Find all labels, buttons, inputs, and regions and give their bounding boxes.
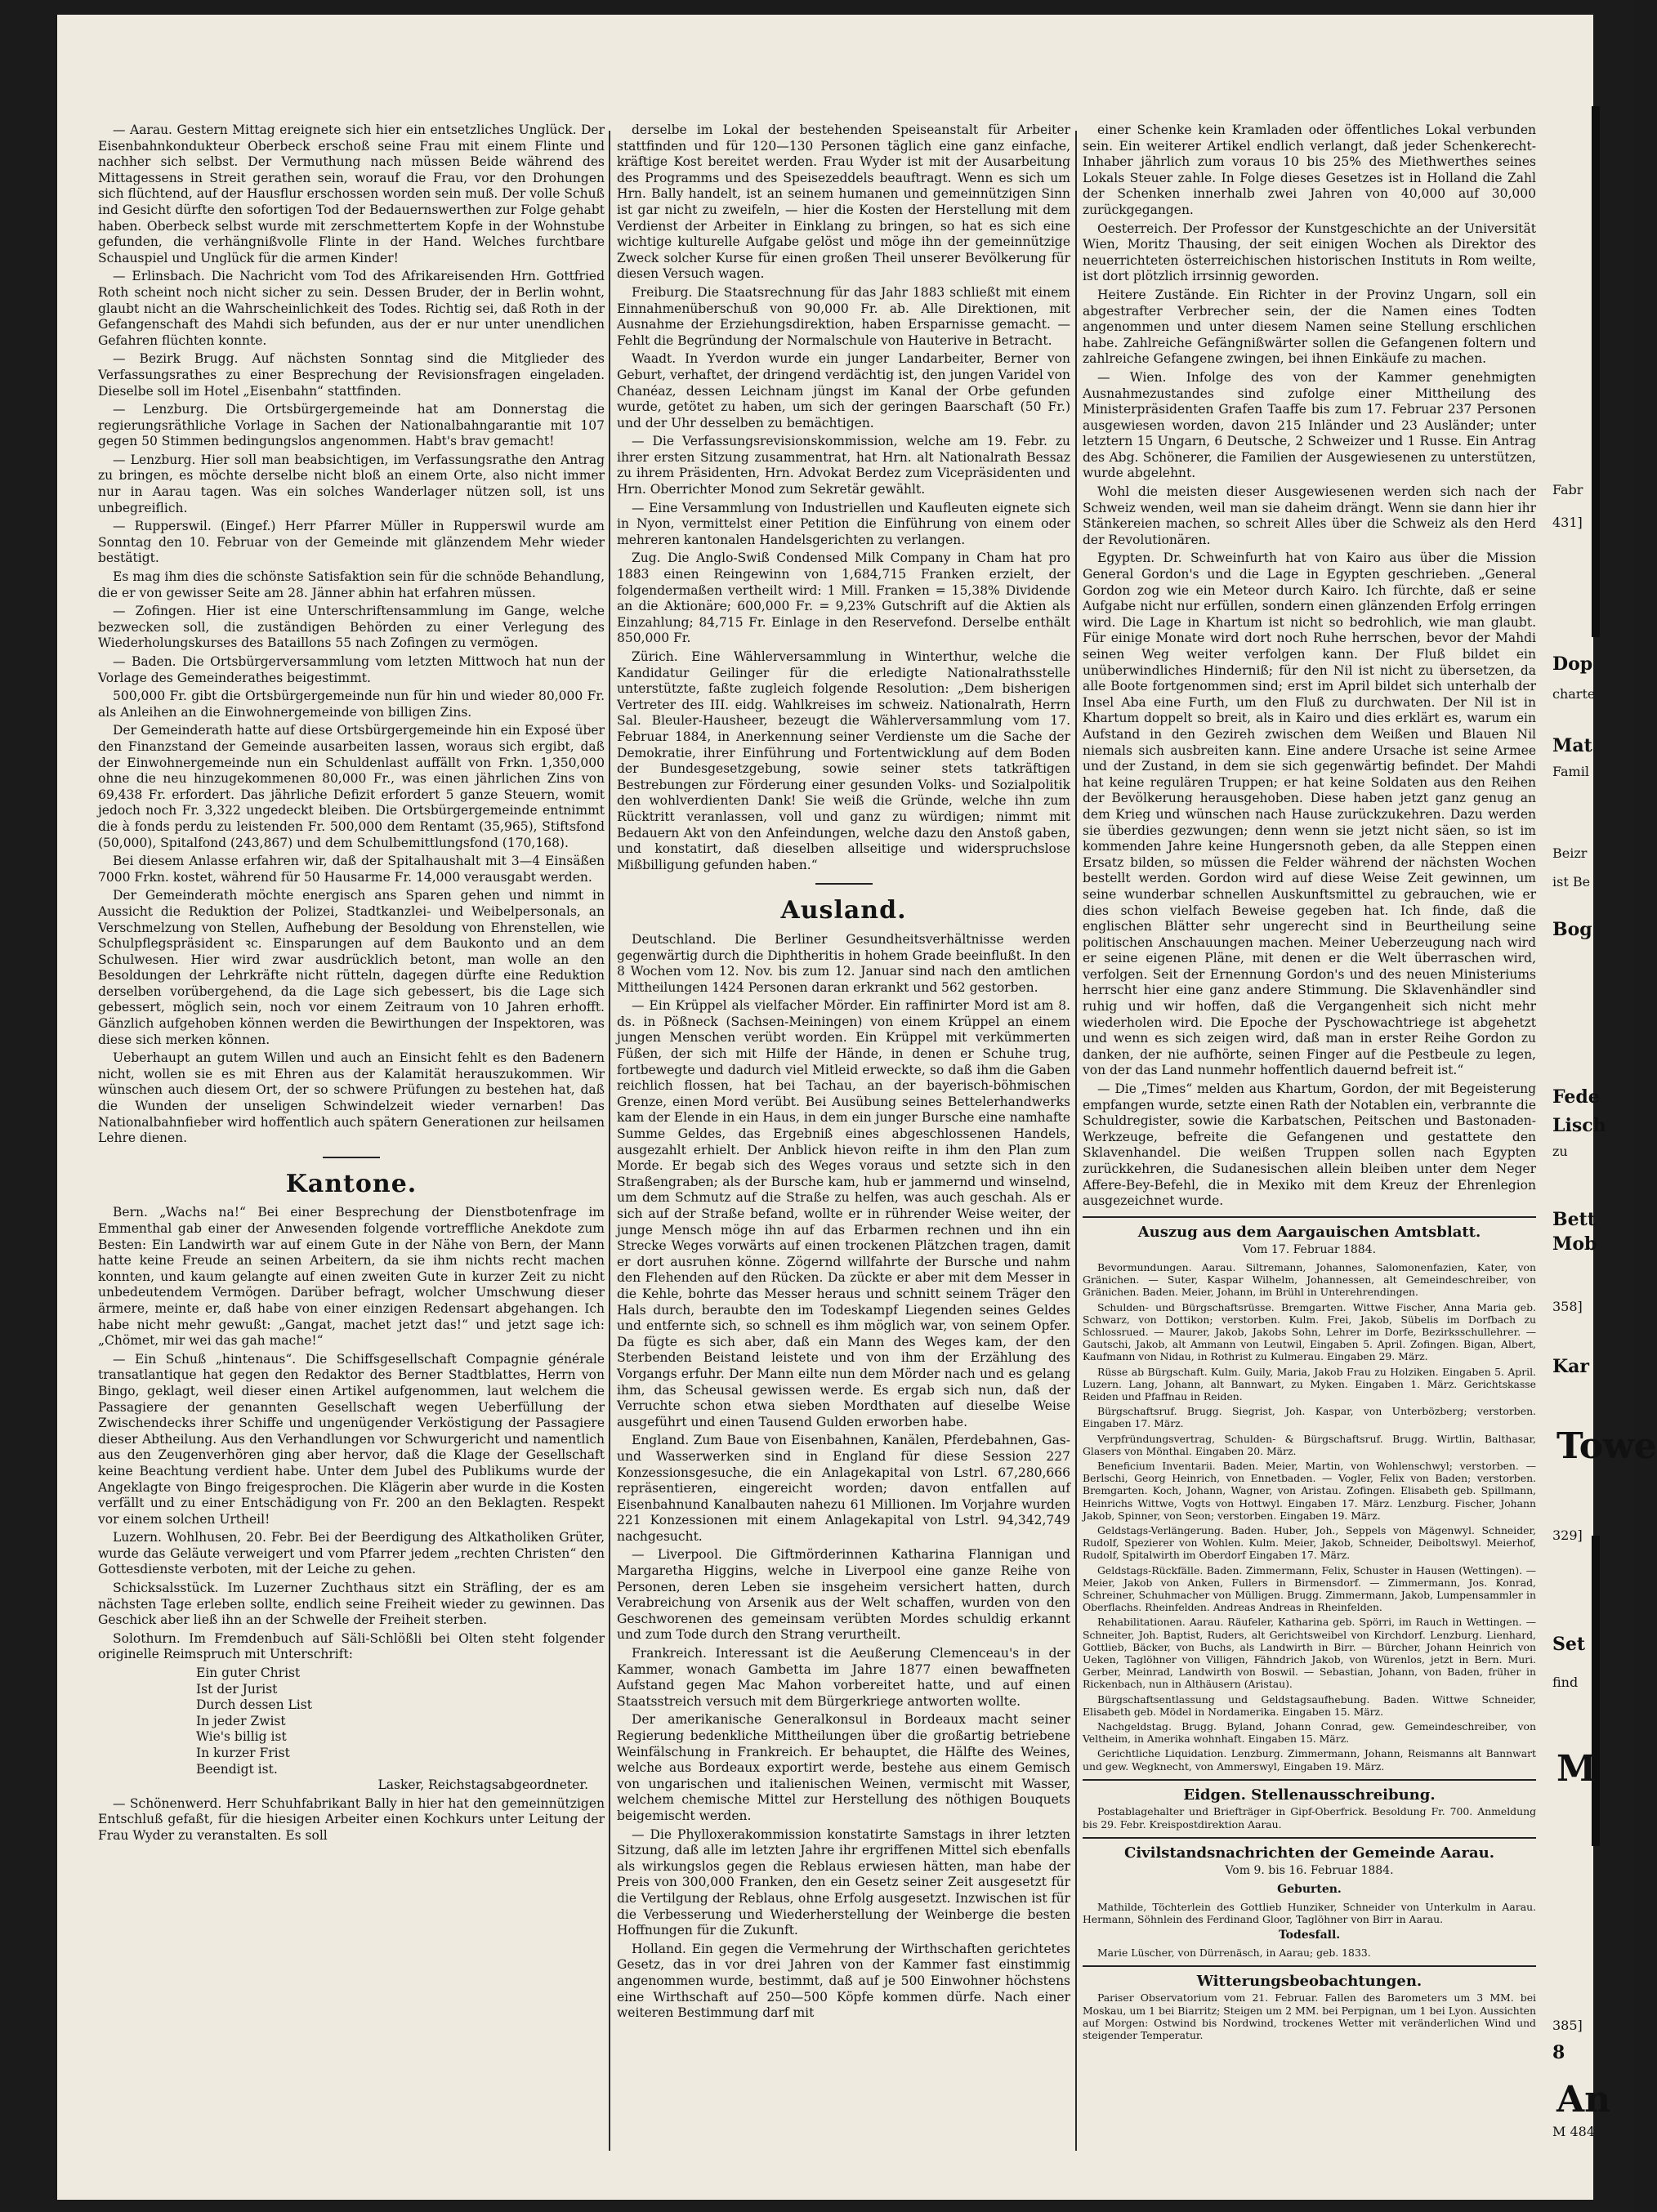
- article-paragraph: Rüsse ab Bürgschaft. Kulm. Guily, Maria, Jakob Frau zu Holziken. Eingaben 5. April. Luzern. Lang, Johann, alt Bannwart, zu Myken. Eingaben 1. März. Gerichtskasse Reiden und Pfaffnau in Reiden.: [1083, 1365, 1536, 1403]
- article-paragraph: Nachgeldstag. Brugg. Byland, Johann Conrad, gew. Gemeindeschreiber, von Veltheim, in Amerika wohnhaft. Eingaben 15. März.: [1083, 1720, 1536, 1746]
- article-paragraph: — Rupperswil. (Eingef.) Herr Pfarrer Müller in Rupperswil wurde am Sonntag den 10. Februar von der Gemeinde mit glänzendem Mehr wieder bestätigt.: [98, 519, 605, 566]
- article-paragraph: Freiburg. Die Staatsrechnung für das Jahr 1883 schließt mit einem Einnahmenüberschuß von 90,000 Fr. ab. Alle Direktionen, mit Ausnahme der Erziehungsdirektion, haben Ersparnisse gemacht. — Fehlt die Begründung der Normalschule von Hauterive in Betracht.: [617, 284, 1070, 348]
- edge-fragment: Set: [1552, 1634, 1586, 1655]
- amtsblatt-entries: [1083, 1261, 1536, 1773]
- article-paragraph: Zürich. Eine Wählerversammlung in Winterthur, welche die Kandidatur Geilinger für die erledigte Nationalrathsstelle unterstützte, faßte zugleich folgende Resolution: „Dem bisherigen Vertreter des III. eidg. Wahlkreises im schweiz. Nationalrath, Herrn Sal. Bleuler-Hausheer, bezeugt die Wählerversammlung vom 17. Februar 1884, in Anerkennung seiner Verdienste um die Sache der Demokratie, ihrer Einführung und Fortentwicklung auf dem Boden der Bundesgesetzgebung, sowie seiner stets tatkräftigen Bestrebungen zur Förderung einer gesunden Volks- und Sozialpolitik den wohlverdienten Dank! Sie weiß die Gründe, welche ihn zum Rücktritt veranlassen, voll und ganz zu würdigen; nimmt mit Bedauern Akt von den Anfeindungen, welche dazu den Anstoß gaben, und konstatirt, daß dieselben allseitige und widerspruchslose Mißbilligung gefunden haben.“: [617, 649, 1070, 872]
- article-paragraph: — Ein Krüppel als vielfacher Mörder. Ein raffinirter Mord ist am 8. ds. in Pößneck (Sachsen-Meiningen) von einem Krüppel an einem jungen Menschen verübt worden. Ein Krüppel mit verkümmerten Füßen, der sich mit Hilfe der Hände, in denen er Schuhe trug, fortbewegte und dadurch viel Mitleid erweckte, so daß ihm die Gaben reichlich flossen, hat bei Tachau, an der bayerisch-böhmischen Grenze, einen Mord verübt. Bei Ausübung seines Bettelerhandwerks kam der Elende in ein Haus, in dem ein junger Bursche eine namhafte Summe Geldes, das Ergebniß eines abgeschlossenen Handels, ausgezahlt erhielt. Der Anblick hievon reifte in ihm den Plan zum Morde. Er begab sich des Weges voraus und setzte sich in den Straßengraben; als der Bursche kam, hub er jammernd und winselnd, um dem Schmutz auf die Straße zu helfen, was auch geschah. Als er sich auf der Straße befand, wollte er in rührender Weise weiter, der junge Mensch möge ihn auf das Erbarmen rechnen und ihn ein Strecke Weges vorwärts auf einen trockenen Plätzchen tragen, damit er dort ausruhen könne. Zögernd willfahrte der Bursche und nahm den Flehenden auf den Rücken. Da zückte er aber mit dem Messer in die Kehle, bohrte das Messer heraus und schnitt seinem Träger den Hals durch, beraubte den im Todeskampf Liegenden seines Geldes und entfernte sich, so schnell es ihm möglich war, von seinem Opfer. Da fügte es sich aber, daß ein Mann des Weges kam, der den Sterbenden Beistand leistete und von ihm der Erzählung des Vorgangs erfuhr. Der Mann eilte nun dem Mörder nach und es gelang ihm, das Scheusal gewissen werde. Es ergab sich nun, daß der Verruchte schon etwa sieben Mordthaten auf dieselbe Weise ausgeführt und einen Tausend Gulden erworben habe.: [617, 998, 1070, 1429]
- article-paragraph: Schulden- und Bürgschaftsrüsse. Bremgarten. Wittwe Fischer, Anna Maria geb. Schwarz, von Dottikon; verstorben. Kulm. Frei, Jakob, Sübelis im Dorfbach zu Schlossrued. — Maurer, Jakob, Jakobs Sohn, Lehrer im Dorfe, Bezirksschullehrer. — Gautschi, Jakob, alt Ammann von Leutwil, Eingaben 5. April. Zofingen. Bigan, Albert, Kaufmann von Nidau, in Rothrist zu Kulmerau. Eingaben 29. März.: [1083, 1300, 1536, 1363]
- edge-fragment: Mat: [1552, 735, 1592, 756]
- edge-fragment: ist Be: [1552, 874, 1591, 890]
- local-news: [98, 123, 605, 1147]
- article-paragraph: In kurzer Frist: [196, 1746, 290, 1760]
- separator: [323, 1157, 380, 1158]
- witterung-text: Pariser Observatorium vom 21. Februar. Fallen des Barometers um 3 MM. bei Moskau, um 1 bei Biarritz; Steigen um 2 MM. bei Perpignan, um 1 bei Lyon. Aussichten auf Morgen: Ostwind bis Nordwind, trockenes Wetter mit veränderlichen Wind und steigender Temperatur.: [1083, 1991, 1536, 2042]
- article-paragraph: Bern. „Wachs na!“ Bei einer Besprechung der Dienstbotenfrage im Emmenthal gab einer der Anwesenden folgende vortreffliche Anekdote zum Besten: Ein Landwirth war auf einem Gute in der Nähe von Bern, der Mann hatte keine Freude an seinen Arbeitern, da sie ihm nichts recht machen konnten, und kaum gelangte auf einen zweiten Gute in kurzer Zeit zu nicht unbedeutendem Vermögen. Darüber befragt, wolcher Umschwung dieser ärmere, meinte er, daß habe von einer einzigen Redensart abgehangen. Ich habe nicht mehr gewußt: „Gangat, machet jetzt das!“ und jetzt sage ich: „Chömet, mir wei das gah mache!“: [98, 1205, 605, 1349]
- article-paragraph: Bürgschaftsentlassung und Geldstagsaufhebung. Baden. Wittwe Schneider, Elisabeth geb. Mödel in Nordamerika. Eingaben 15. März.: [1083, 1692, 1536, 1718]
- article-paragraph: Ueberhaupt an gutem Willen und auch an Einsicht fehlt es den Badenern nicht, wollen sie es mit Ehren aus der Kalamität herauszukommen. Wir wünschen auch diesem Ort, der so schwere Prüfungen zu bestehen hat, daß die Wunden der unseligen Schwindelzeit wieder vernarben! Das Nationalbahnfieber wird hoffentlich auch spätern Generationen zur heilsamen Lehre dienen.: [98, 1050, 605, 1146]
- edge-fragment: Fabr: [1552, 482, 1583, 497]
- column-rule-1: [609, 131, 610, 2151]
- foreign-news-continued: [1083, 123, 1536, 1210]
- article-paragraph: einer Schenke kein Kramladen oder öffentliches Lokal verbunden sein. Ein weiterer Artikel endlich verlangt, daß jeder Schenkerecht-Inhaber jährlich zum voraus 10 bis 25% des Miethwerthes seines Lokals Steuer zahle. In Folge dieses Gesetzes ist in Holland die Zahl der Schenken innerhalb zwei Jahren von 40,000 auf 30,000 zurückgegangen.: [1083, 123, 1536, 217]
- section-title-ausland: Ausland.: [780, 896, 907, 925]
- edge-fragment: M 484: [1552, 2124, 1596, 2139]
- article-paragraph: — Eine Versammlung von Industriellen und Kaufleuten eignete sich in Nyon, vermittelst einer Petition die Einführung von einem oder mehreren kantonalen Handelsgerichten zu verlangen.: [617, 500, 1070, 547]
- edge-fragment: 329]: [1552, 1527, 1583, 1543]
- article-paragraph: Zug. Die Anglo-Swiß Condensed Milk Company in Cham hat pro 1883 einen Reingewinn von 1,684,715 Franken erzielt, der folgendermaßen vertheilt wird: 1 Mill. Franken = 15,38% Dividende an die Aktionäre; 600,000 Fr. = 9,23% Gutschrift auf die Aktien als Einzahlung; 84,715 Fr. Einlage in den Reservefond. Derselbe enthält 850,000 Fr.: [617, 551, 1070, 646]
- article-paragraph: — Liverpool. Die Giftmörderinnen Katharina Flannigan und Margaretha Higgins, welche in Liverpool eine ganze Reihe von Personen, deren Leben sie insgeheim versichert hatten, durch Verabreichung von Arsenik aus der Welt schaffen, wurden von den Geschworenen des gemeinsam verübten Mordes schuldig erkannt und zum Tode durch den Strang verurtheilt.: [617, 1547, 1070, 1643]
- article-paragraph: Beendigt ist.: [196, 1761, 278, 1777]
- article-paragraph: Bürgschaftsruf. Brugg. Siegrist, Joh. Kaspar, von Unterbözberg; verstorben. Eingaben 17. März.: [1083, 1405, 1536, 1430]
- edge-fragment: 8: [1552, 2042, 1565, 2063]
- article-paragraph: Heitere Zustände. Ein Richter in der Provinz Ungarn, soll ein abgestrafter Verbrecher sein, der die Namen eines Todten angenommen und unter diesem Namen seine Stellung erschlichen habe. Zahlreiche Gefängnißwärter sollen die Gefangenen foltern und zahlreiche Gefangene zwingen, bei ihnen Einkäufe zu machen.: [1083, 287, 1536, 367]
- article-paragraph: Der Gemeinderath möchte energisch ans Sparen gehen und nimmt in Aussicht die Reduktion der Polizei, Stadtkanzlei- und Weibelpersonals, an Verschmelzung von Stellen, Aufhebung der Besoldung von Ehrenstellen, wie Schulpflegspräsident ꝛc. Einsparungen auf dem Baukonto und an dem Schulwesen. Hier wird zwar ausdrücklich betont, man wolle an den Besoldungen der Lehrkräfte nicht rütteln, dagegen dürfte eine Reduktion derselben vorübergehend, da die Lage sich gebessert, bis die Lage sich gebessert, möglich sein, noch vor einem Zeitraum von 10 Jahren erhofft. Gänzlich aufgehoben können werden die Bewirthungen der Inspektoren, was diese sich merken können.: [98, 888, 605, 1047]
- foreign-news: [617, 932, 1070, 2022]
- edge-fragment: Kar: [1552, 1356, 1589, 1377]
- section-title-kantone: Kantone.: [285, 1169, 418, 1198]
- edge-fragment: 385]: [1552, 2018, 1583, 2033]
- article-paragraph: Verpfründungsvertrag, Schulden- & Bürgschaftsruf. Brugg. Wirtlin, Balthasar, Glasers von Mönthal. Eingaben 20. März.: [1083, 1432, 1536, 1457]
- article-paragraph: Solothurn. Im Fremdenbuch auf Säli-Schlößli bei Olten steht folgender originelle Reimspruch mit Unterschrift:: [98, 1630, 605, 1662]
- article-paragraph: Geldstags-Verlängerung. Baden. Huber, Joh., Seppels von Mägenwyl. Schneider, Rudolf, Spezierer von Wohlen. Kulm. Meier, Jakob, Schneider, Deiboltswyl. Meierhof, Rudolf, Spitalwirth im Oberdorf Eingaben 17. März.: [1083, 1524, 1536, 1562]
- article-paragraph: Frankreich. Interessant ist die Aeußerung Clemenceau's in der Kammer, wonach Gambetta im Jahre 1877 einen bewaffneten Aufstand gegen Mac Mahon vorbereitet hatte, und auf einen Staatsstreich versuch mit dem Bürgerkriege antworten wollte.: [617, 1646, 1070, 1709]
- column-middle: [617, 123, 1070, 2155]
- civil-title: Civilstandsnachrichten der Gemeinde Aarau.: [1124, 1844, 1494, 1862]
- article-paragraph: England. Zum Baue von Eisenbahnen, Kanälen, Pferdebahnen, Gas- und Wasserwerken sind in England für diese Session 227 Konzessionsgesuche, die ein Anlagekapital von Lstrl. 67,280,666 repräsentieren, eingereicht worden; davon entfallen auf Eisenbahnund Kanalbauten nahezu 61 Millionen. Im Vorjahre wurden 221 Konzessionen mit einem Anlagekapital von Lstrl. 94,342,749 nachgesucht.: [617, 1433, 1070, 1544]
- article-paragraph: Ist der Jurist: [196, 1681, 278, 1697]
- ad-border: [1592, 106, 1600, 637]
- column-right: [1083, 123, 1536, 2155]
- article-paragraph: — Wien. Infolge des von der Kammer genehmigten Ausnahmezustandes sind zufolge einer Mittheilung des Ministerpräsidenten Grafen Taaffe bis zum 17. Februar 237 Personen ausgewiesen worden, davon 215 Inländer und 23 Ausländer; unter letztern 15 Ungarn, 6 Deutsche, 2 Schweizer und 1 Russe. Ein Antrag des Abg. Schönerer, die Familien der Ausgewiesenen zu unterstützen, wurde abgelehnt.: [1083, 369, 1536, 481]
- article-paragraph: — Lenzburg. Die Ortsbürgergemeinde hat am Donnerstag die regierungsräthliche Vorlage in Sachen der Nationalbahngarantie mit 107 gegen 50 Stimmen bedingungslos angenommen. Habt's brav gemacht!: [98, 402, 605, 449]
- amtsblatt-title: Auszug aus dem Aargauischen Amtsblatt.: [1137, 1223, 1481, 1241]
- article-paragraph: Deutschland. Die Berliner Gesundheitsverhältnisse werden gegenwärtig durch die Diphtheritis in hohem Grade beeinflußt. In den 8 Wochen vom 12. Nov. bis zum 12. Januar sind nach den amtlichen Mittheilungen 1424 Personen daran erkrankt und 562 gestorben.: [617, 931, 1070, 995]
- article-paragraph: — Die „Times“ melden aus Khartum, Gordon, der mit Begeisterung empfangen wurde, setzte einen Rath der Notablen ein, verbrannte die Schuldregister, sowie die Karbatschen, Peitschen und Bastonaden-Werkzeuge, befreite die Gefangenen und gestattete den Sklavenhandel. Die weißen Truppen sollen nach Egypten zurückkehren, die Sudanesischen allein bleiben unter dem Neger Affere-Bey-Befehl, die in Mexiko mit dem Kreuz der Ehrenlegion ausgezeichnet wurde.: [1083, 1081, 1536, 1209]
- article-paragraph: Durch dessen List: [196, 1697, 312, 1713]
- article-paragraph: — Ein Schuß „hintenaus“. Die Schiffsgesellschaft Compagnie générale transatlantique hat gegen den Redaktor des Berner Stadtblattes, Herrn von Bingo, geklagt, weil dieser einen Artikel aufgenommen, laut welchem die Passagiere der genannten Gesellschaft wegen Ueberfüllung der Zwischendecks ihrer Schiffe und ungenügender Verköstigung der Passagiere dieser Abtheilung. Aus den Verhandlungen vor Schwurgericht und namentlich aus den Zeugenverhören ging aber hervor, daß die Klage der Gesellschaft keine Beachtung verdient habe. Unter dem Jubel des Publikums wurde der Angeklagte von Bingo freigesprochen. Die Klägerin aber wurde in die Kosten verfällt und zu einer Entschädigung von Fr. 200 an den Beklagten. Respekt vor einem solchen Urtheil!: [98, 1351, 605, 1527]
- article-paragraph: Ein guter Christ: [196, 1666, 301, 1681]
- separator: [815, 883, 873, 885]
- column-rule-2: [1075, 131, 1077, 2151]
- todesfall-title: Todesfall.: [1278, 1929, 1341, 1942]
- article-paragraph: Geldstags-Rückfälle. Baden. Zimmermann, Felix, Schuster in Hausen (Wettingen). — Meier, Jakob von Anken, Fullers in Birmensdorf. — Zimmermann, Jos. Konrad, Schreiner, Schuhmacher von Mülligen. Brugg. Zimmermann, Jakob, Lumpensammler in Oberflachs. Rheinfelden. Andreas Andreas in Rheinfelden.: [1083, 1563, 1536, 1614]
- kantone-news: [98, 1205, 605, 1663]
- geburten-title: Geburten.: [1277, 1883, 1342, 1897]
- swiss-news: [617, 123, 1070, 873]
- edge-fragment: 431]: [1552, 515, 1583, 530]
- article-paragraph: derselbe im Lokal der bestehenden Speiseanstalt für Arbeiter stattfinden und für 120—130 Personen täglich eine ganz einfache, kräftige Kost bereitet werden. Frau Wyder ist mit der Ausarbeitung des Programms und des Speisezeddels beauftragt. Wenn es sich um Hrn. Bally handelt, ist an seinem humanen und gemeinnützigen Sinn ist gar nicht zu zweifeln, — hier die Kosten der Herstellung mit dem Verdienst der Arbeiter in Einklang zu bringen, so hat es sich eine wichtige kulturelle Aufgabe gelöst und möge ihn der gemeinnützige Zweck solcher Kurse für einen großen Theil unserer Bevölkerung für diesen Versuch wagen.: [617, 123, 1070, 282]
- article-paragraph: Der amerikanische Generalkonsul in Bordeaux macht seiner Regierung bedenkliche Mittheilungen über die großartig betriebene Weinfälschung in Frankreich. Er behauptet, die Hälfte des Weines, welche aus Bordeaux exportirt werde, bestehe aus einem Gemisch von ungarischen und italienischen Weinen, vermischt mit Wasser, welchem chemische Mittel zur Herstellung des nöthigen Bouquets beigemischt werden.: [617, 1712, 1070, 1823]
- article-paragraph: In jeder Zwist: [196, 1713, 286, 1728]
- article-paragraph: Waadt. In Yverdon wurde ein junger Landarbeiter, Berner von Geburt, verhaftet, der dringend verdächtig ist, den jungen Varidel von Chanéaz, dessen Leichnam jüngst im Kanal der Orbe gefunden wurde, getötet zu haben, um sich der geringen Baarschaft (50 Fr.) und der Uhr desselben zu bemächtigen.: [617, 351, 1070, 430]
- article-paragraph: Gerichtliche Liquidation. Lenzburg. Zimmermann, Johann, Reismanns alt Bannwart und gew. Wegknecht, von Ammerswyl, Eingaben 19. März.: [1083, 1747, 1536, 1773]
- article-paragraph: — Erlinsbach. Die Nachricht vom Tod des Afrikareisenden Hrn. Gottfried Roth scheint noch nicht sicher zu sein. Dessen Bruder, der in Berlin wohnt, glaubt nicht an die Wahrscheinlichkeit des Todes. Richtig sei, daß Roth in der Gefangenschaft des Mahdi sich befunden, aus der er nur unter unendlichen Gefahren flüchten konnte.: [98, 269, 605, 348]
- separator: [1083, 1965, 1536, 1967]
- article-paragraph: Luzern. Wohlhusen, 20. Febr. Bei der Beerdigung des Altkatholiken Grüter, wurde das Geläute verweigert und vom Pfarrer jedem „rechten Christen“ den Gottesdienste verboten, mit der Leiche zu gehen.: [98, 1530, 605, 1577]
- stellen-text: Postablagehalter und Briefträger in Gipf-Oberfrick. Besoldung Fr. 700. Anmeldung bis 29. Febr. Kreispostdirektion Aarau.: [1083, 1805, 1536, 1831]
- article-paragraph: Schicksalsstück. Im Luzerner Zuchthaus sitzt ein Sträfling, der es am nächsten Tage erleben sollte, endlich seine Freiheit wieder zu gewinnen. Das Geschick aber ließ ihn an der Schwelle der Freiheit sterben.: [98, 1581, 605, 1628]
- separator: [1083, 1779, 1536, 1781]
- edge-fragment: Lisch: [1552, 1115, 1606, 1136]
- article-paragraph: — Die Verfassungsrevisionskommission, welche am 19. Febr. zu ihrer ersten Sitzung zusammentrat, hat Hrn. alt Nationalrath Bessaz zu ihrem Präsidenten, Hrn. Advokat Berdez zum Vicepräsidenten und Hrn. Oberrichter Monod zum Sekretär gewählt.: [617, 434, 1070, 497]
- witterung-title: Witterungsbeobachtungen.: [1196, 1972, 1423, 1990]
- article-paragraph: Wohl die meisten dieser Ausgewiesenen werden sich nach der Schweiz wenden, weil man sie daheim drängt. Wenn sie dann hier ihr Stänkereien machen, so schreit Alles über die Schweiz als den Herd der Revolutionären.: [1083, 484, 1536, 547]
- edge-fragment: charte: [1552, 686, 1596, 702]
- article-paragraph: Rehabilitationen. Aarau. Räufeler, Katharina geb. Spörri, im Rauch in Wettingen. — Schneiter, Joh. Baptist, Ruders, alt Gerichtsweibel von Kirchdorf. Lenzburg. Lienhard, Gottlieb, Bäcker, von Buchs, als Landwirth in Birr. — Bürcher, Johann Heinrich von Ueken, Taglöhner von Villigen, Fähndrich Jakob, von Würenlos, jetzt in Bern. Muri. Gerber, Meinrad, Landwirth von Boswil. — Sebastian, Johann, von Baden, früher in Rickenbach, nun in Althäusern (Aristau).: [1083, 1616, 1536, 1691]
- article-paragraph: — Bezirk Brugg. Auf nächsten Sonntag sind die Mitglieder des Verfassungsrathes zu einer Besprechung der Revisionsfragen eingeladen. Dieselbe soll im Hotel „Eisenbahn“ stattfinden.: [98, 351, 605, 399]
- edge-fragment: M: [1557, 1748, 1597, 1790]
- geburten-text: Mathilde, Töchterlein des Gottlieb Hunziker, Schneider von Unterkulm in Aarau. Hermann, Söhnlein des Ferdinand Gloor, Taglöhner von Birr in Aarau.: [1083, 1900, 1536, 1925]
- edge-fragment: Dop: [1552, 653, 1593, 675]
- article-paragraph: Bevormundungen. Aarau. Siltremann, Johannes, Salomonenfazien, Kater, von Gränichen. — Suter, Kaspar Wilhelm, Johannessen, alt Gemeindeschreiber, von Gränichen. Baden. Meier, Johann, im Brühl in Unterehrendingen.: [1083, 1260, 1536, 1299]
- edge-fragment: Mob: [1552, 1233, 1597, 1255]
- edge-fragment: Famil: [1552, 764, 1589, 779]
- article-paragraph: — Zofingen. Hier ist eine Unterschriftensammlung im Gange, welche bezwecken soll, die zuständigen Behörden zu einer Verlegung des Wiederholungskurses des Bataillons 55 nach Zofingen zu vermögen.: [98, 604, 605, 651]
- edge-fragment: Bog: [1552, 919, 1592, 940]
- edge-fragment: An: [1557, 2079, 1611, 2121]
- article-paragraph: Holland. Ein gegen die Vermehrung der Wirthschaften gerichtetes Gesetz, das in vor drei Jahren von der Kammer fast einstimmig angenommen wurde, bestimmt, daß auf je 500 Einwohner höchstens eine Wirthschaft auf 250—500 Köpfe kommen dürfe. Nach einer weiteren Bestimmung darf mit: [617, 1941, 1070, 2021]
- edge-fragment: find: [1552, 1675, 1579, 1690]
- article-paragraph: — Lenzburg. Hier soll man beabsichtigen, im Verfassungsrathe den Antrag zu bringen, es möchte derselbe nicht bloß an einem Orte, also nicht immer nur in Aarau tagen. Was ein solches Wanderlager nützen soll, ist uns unbegreiflich.: [98, 452, 605, 515]
- article-paragraph: Bei diesem Anlasse erfahren wir, daß der Spitalhaushalt mit 3—4 Einsäßen 7000 Frkn. kostet, während für 50 Hausarme Fr. 14,000 verausgabt werden.: [98, 854, 605, 885]
- edge-fragment: zu: [1552, 1144, 1568, 1159]
- article-paragraph: — Schönenwerd. Herr Schuhfabrikant Bally in hier hat den gemeinnützigen Entschluß gefaßt, für die hiesigen Arbeiter einen Kochkurs unter Leitung der Frau Wyder zu veranstalten. Es soll: [98, 1795, 605, 1843]
- article-paragraph: — Aarau. Gestern Mittag ereignete sich hier ein entsetzliches Unglück. Der Eisenbahnkondukteur Oberbeck erschoß seine Frau mit einem Flinte und nachher sich selbst. Der Vermuthung nach müssen Beide während des Mittagessens in Streit gerathen sein, worauf die Frau, vor den Drohungen sich flüchtend, auf der Hausflur erschossen worden sein muß. Der volle Schuß ind Gesicht dürfte den sofortigen Tod der Bedauernswerthen zur Folge gehabt haben. Oberbeck selbst wurde mit zerschmettertem Kopfe in der Wohnstube gefunden, die verhängnißvolle Flinte in der Hand. Welches furchtbare Schauspiel und Unglück für die armen Kinder!: [98, 123, 605, 265]
- amtsblatt-date: Vom 17. Februar 1884.: [1242, 1243, 1377, 1257]
- column-left: [98, 123, 605, 2155]
- edge-fragment: Fede: [1552, 1086, 1600, 1108]
- article-paragraph: Beneficium Inventarii. Baden. Meier, Martin, von Wohlenschwyl; verstorben. — Berlschi, Georg Heinrich, von Ennetbaden. — Vogler, Felix von Baden; verstorben. Bremgarten. Koch, Johann, Wagner, von Aristau. Zofingen. Elisabeth geb. Spillmann, Heinrichs Wittwe, Vogts von Hottwyl. Eingaben 17. März. Lenzburg. Fischer, Johann Jakob, Spinner, von Seon; verstorben. Eingaben 19. März.: [1083, 1460, 1536, 1522]
- stellen-title: Eidgen. Stellenausschreibung.: [1183, 1786, 1436, 1804]
- civil-date: Vom 9. bis 16. Februar 1884.: [1225, 1864, 1394, 1878]
- separator: [1083, 1216, 1536, 1218]
- article-paragraph: Wie's billig ist: [196, 1729, 287, 1745]
- poem: [98, 1666, 605, 1777]
- edge-fragment: 358]: [1552, 1299, 1583, 1314]
- ad-border: [1592, 1536, 1600, 1846]
- article-paragraph: — Die Phylloxerakommission konstatirte Samstags in ihrer letzten Sitzung, daß alle im letzten Jahre ihr ergriffenen Mittel sich ebenfalls als wirkungslos gegen die Reblaus erwiesen hätten, man habe der Preis von 300,000 Franken, den ein Gesetz seiner Zeit ausgesetzt für die Vertilgung der Reblaus, ohne Erfolg ausgesetzt. Inzwischen ist für die Verbesserung und Wiederherstellung der Weinberge die besten Hoffnungen für die Zukunft.: [617, 1826, 1070, 1938]
- article-paragraph: Es mag ihm dies die schönste Satisfaktion sein für die schnöde Behandlung, die er von gewisser Seite am 28. Jänner abhin hat erfahren müssen.: [98, 569, 605, 600]
- article-paragraph: Oesterreich. Der Professor der Kunstgeschichte an der Universität Wien, Moritz Thausing, der seit einigen Wochen als Direktor des neuerrichteten österreichischen historischen Instituts in Rom weilte, ist dort plötzlich irrsinnig geworden.: [1083, 221, 1536, 284]
- edge-fragment: Beizr: [1552, 845, 1588, 861]
- todesfall-text: Marie Lüscher, von Dürrenäsch, in Aarau; geb. 1833.: [1097, 1946, 1371, 1959]
- separator: [1083, 1837, 1536, 1839]
- poem-signature: Lasker, Reichstagsabgeordneter.: [377, 1777, 588, 1793]
- article-paragraph: 500,000 Fr. gibt die Ortsbürgergemeinde nun für hin und wieder 80,000 Fr. als Anleihen an die Einwohnergemeinde von billigen Zins.: [98, 689, 605, 720]
- edge-fragment: Towe: [1557, 1425, 1657, 1467]
- article-paragraph: — Baden. Die Ortsbürgerversammlung vom letzten Mittwoch hat nun der Vorlage des Gemeinderathes beigestimmt.: [98, 654, 605, 685]
- edge-fragment: Bett: [1552, 1209, 1596, 1230]
- article-paragraph: Der Gemeinderath hatte auf diese Ortsbürgergemeinde hin ein Exposé über den Finanzstand der Gemeinde ausarbeiten lassen, woraus sich ergibt, daß der Einwohnergemeinde nun ein Schuldenlast auffällt von Frkn. 1,350,000 ohne die neu hinzugekommenen 80,000 Fr., was einen jährlichen Zins von 69,438 Fr. erfordert. Das jährliche Defizit erfordert 5 ganze Steuern, womit jedoch noch Fr. 3,322 ungedeckt bleiben. Die Ortsbürgergemeinde entnimmt die à fonds perdu zu leistenden Fr. 500,000 dem Rentamt (35,965), Stiftsfond (50,000), Spitalfond (243,867) und dem Schulbemittlungsfond (170,168).: [98, 723, 605, 850]
- article-paragraph: Egypten. Dr. Schweinfurth hat von Kairo aus über die Mission General Gordon's und die Lage in Egypten geschrieben. „General Gordon zog wie ein Meteor durch Kairo. Ich fürchte, daß er seine Aufgabe nicht nur erfüllen, sondern einen glänzenden Erfolg erringen wird. Die Lage in Khartum ist nicht so bedrohlich, wie man glaubt. Für einige Monate wird dort noch Ruhe herrschen, bevor der Mahdi seinen Weg weiter verfolgen kann. Der Fluß bildet ein unüberwindliches Hinderniß; für den Nil ist nicht zu übersetzen, da alle Boote fortgenommen sind; erst im April bildet sich unterhalb der Insel Aba eine Furth, um den Fluß zu durchwaten. Der Nil ist in Khartum doppelt so breit, als in Kairo und dies erklärt es, warum ein Aufstand in den Gezireh zwischen dem Weißen und Blauen Nil niemals sich ausbreiten kann. Eine andere Ursache ist seine Armee und der Zustand, in dem sie sich gegenwärtig befindet. Der Mahdi hat keine regulären Truppen; er hat keine Soldaten aus den Reihen der Bevölkerung herausgehoben. Diese haben jetzt ganz genug an dem Krieg und wünschen nach Hause zurückzukehren. Dazu werden sie überdies gezwungen; denn wenn sie jetzt nicht säen, so ist im kommenden Jahre keine Hungersnoth geben, da alle Steppen einen Ersatz bilden, so müssen die Felder während der nächsten Wochen bestellt werden. Gordon wird auf diese Weise Zeit gewinnen, um seine wunderbar schnellen Auskunftsmittel zu gebrauchen, wie er dies schon vielfach Beweise gegeben hat. Ich finde, daß die englischen Blätter sehr ungerecht sind in Beurtheilung seine politischen Anschauungen machen. Meiner Ueberzeugung nach wird er seine eigenen Pläne, mit denen er die Welt überraschen wird, verfolgen. Seit der Ernennung Gordon's und des neuen Ministeriums herrscht hier eine ganz andere Stimmung. Die Sklavenhändler sind ruhig und wir hoffen, daß die Vergangenheit sich nicht mehr wiederholen wird. Die Epoche der Pyschowachtriege ist abgehetzt und wenn es sich zeigen wird, daß man in erster Reihe Gordon zu danken, der nie aufhörte, seinen Finger auf die Pestbeule zu legen, von der das Land nunmehr hoffentlich dauernd befreit ist.“: [1083, 551, 1536, 1078]
